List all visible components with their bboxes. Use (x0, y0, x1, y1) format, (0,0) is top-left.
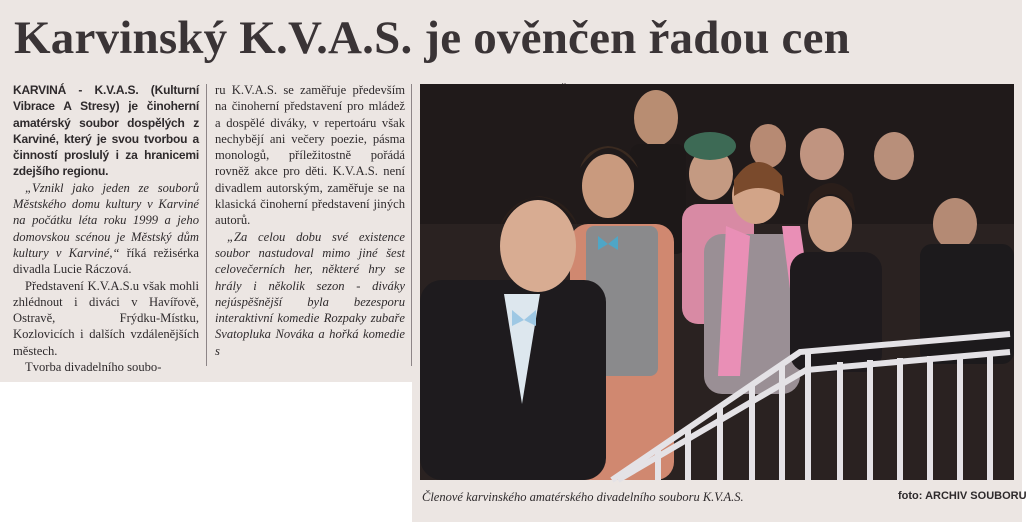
lead-paragraph: KARVINÁ - K.V.A.S. (Kulturní Vibrace A Stresy) je činoherní amatérský soubor dospělých z Karviné, který je svou tvorbou a činností proslulý i za hranicemi zdejšího regionu. (13, 83, 199, 179)
paragraph: Tvorba divadelního soubo- (25, 360, 162, 375)
paragraph: Představení K.V.A.S.u však mohli zhlédnout i diváci v Havířově, Ostravě, Frýdku-Místku, Kozlovicích i dalších vzdálenějších městech. (13, 278, 199, 358)
article-column-1 (13, 82, 199, 375)
photo-credit: foto: ARCHIV SOUBORU (898, 490, 1027, 502)
column-divider (411, 84, 412, 366)
ensemble-photo-illustration (420, 84, 1014, 480)
quote-text: „Vznikl jako jeden ze souborů Městského domu kultury v Karviné na počátku léta roku 1999 a jeho domovskou scénou je Městský dům kultury v Karviné,“ (13, 180, 199, 260)
quote-paragraph: „Za celou dobu své existence soubor nastudoval mimo jiné šest celovečerních her, některé hry se hrály i několik sezon - diváky nejúspěšnější byla bezesporu interaktivní komedie Rozpaky zubaře Svatopluka Nováka a hořká komedie s (215, 229, 405, 358)
headline: Karvinský K.V.A.S. je ověnčen řadou cen (14, 12, 850, 64)
quote-paragraph (13, 180, 199, 278)
photo-caption: Členové karvinského amatérského divadelního souboru K.V.A.S. (422, 490, 744, 504)
article-column-2 (215, 82, 405, 372)
column-divider (206, 84, 207, 366)
paragraph: ru K.V.A.S. se zaměřuje především na činoherní představení pro mládež a dospělé diváky, v repertoáru však nechybějí ani večery poezie, pásma monologů, příležitostně pořádá rovněž akce pro děti. K.V.A.S. není divadlem autorským, zaměřuje se na klasická činoherní představení jiných autorů. (215, 83, 405, 228)
quote-attribution: říká režisérka divadla Lucie Ráczová. (13, 245, 199, 277)
ensemble-photo (420, 84, 1014, 480)
